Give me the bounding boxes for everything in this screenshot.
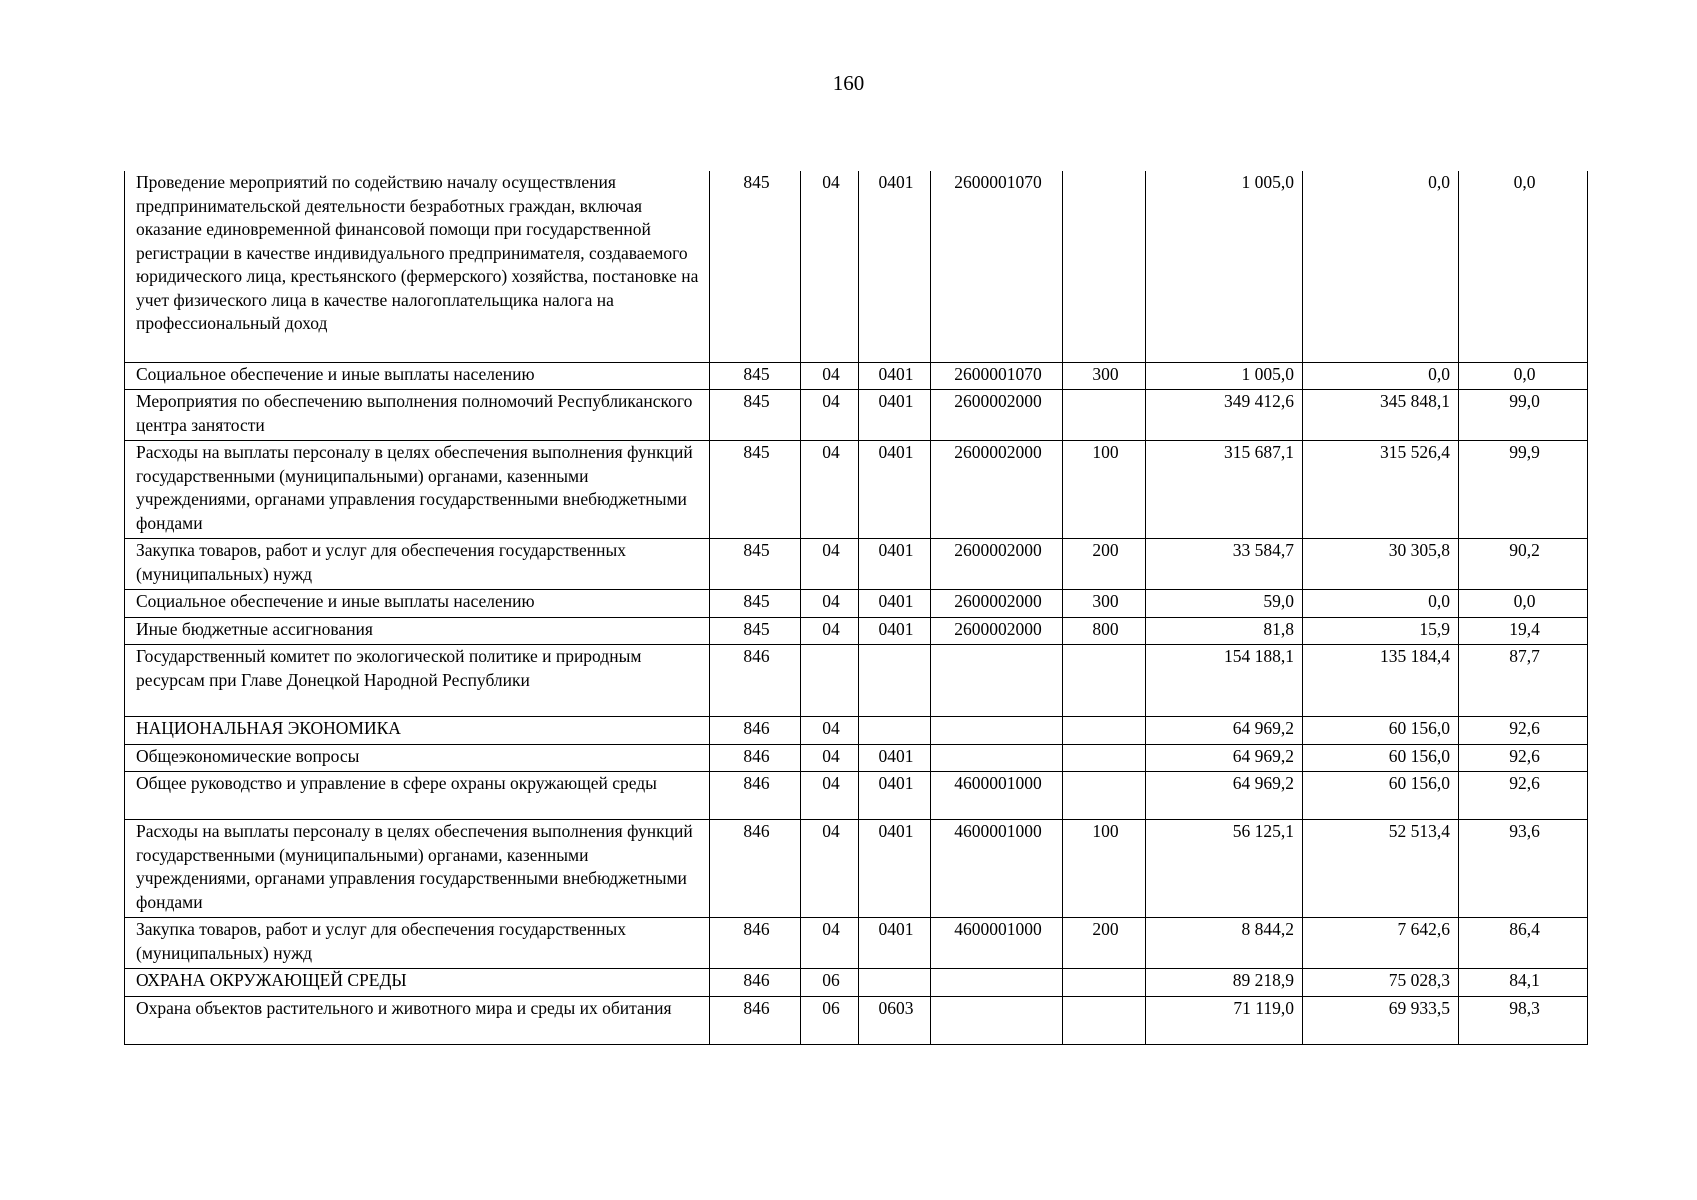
- plan-amount-cell: 349 412,6: [1146, 390, 1303, 441]
- actual-amount-cell: 345 848,1: [1303, 390, 1459, 441]
- row-name-cell: Социальное обеспечение и иные выплаты населению: [125, 362, 710, 390]
- row-name-cell: Закупка товаров, работ и услуг для обеспечения государственных (муниципальных) нужд: [125, 918, 710, 969]
- target-article-cell: 2600001070: [931, 171, 1063, 362]
- percent-cell: 0,0: [1459, 590, 1588, 618]
- org-code-cell: 845: [710, 390, 801, 441]
- row-name-cell: ОХРАНА ОКРУЖАЮЩЕЙ СРЕДЫ: [125, 969, 710, 997]
- expense-type-cell: 800: [1063, 617, 1146, 645]
- row-name-cell: Проведение мероприятий по содействию началу осуществления предпринимательской деятельности безработных граждан, включая оказание единовременной финансовой помощи при государственной регистрации в качестве индивидуального предпринимателя, создаваемого юридического лица, крестьянского (фермерского) хозяйства, постановке на учет физического лица в качестве налогоплательщика налога на профессиональный доход: [125, 171, 710, 362]
- org-code-cell: 845: [710, 590, 801, 618]
- section-code-cell: 04: [801, 820, 859, 918]
- target-article-cell: 2600002000: [931, 390, 1063, 441]
- row-name-cell: Иные бюджетные ассигнования: [125, 617, 710, 645]
- actual-amount-cell: 30 305,8: [1303, 539, 1459, 590]
- org-code-cell: 846: [710, 918, 801, 969]
- actual-amount-cell: 60 156,0: [1303, 744, 1459, 772]
- section-code-cell: 04: [801, 772, 859, 820]
- table-row: [125, 171, 1588, 362]
- plan-amount-cell: 71 119,0: [1146, 996, 1303, 1044]
- org-code-cell: 846: [710, 717, 801, 745]
- subsection-code-cell: [859, 717, 931, 745]
- row-name-cell: Мероприятия по обеспечению выполнения полномочий Республиканского центра занятости: [125, 390, 710, 441]
- subsection-code-cell: 0401: [859, 820, 931, 918]
- table-row: [125, 617, 1588, 645]
- section-code-cell: 04: [801, 590, 859, 618]
- section-code-cell: 04: [801, 918, 859, 969]
- expense-type-cell: 100: [1063, 820, 1146, 918]
- org-code-cell: 846: [710, 996, 801, 1044]
- expense-type-cell: 200: [1063, 539, 1146, 590]
- expense-type-cell: [1063, 390, 1146, 441]
- org-code-cell: 845: [710, 171, 801, 362]
- section-code-cell: [801, 645, 859, 717]
- org-code-cell: 845: [710, 617, 801, 645]
- expense-type-cell: [1063, 171, 1146, 362]
- target-article-cell: [931, 645, 1063, 717]
- table-row: [125, 744, 1588, 772]
- subsection-code-cell: 0401: [859, 362, 931, 390]
- subsection-code-cell: [859, 645, 931, 717]
- subsection-code-cell: 0401: [859, 918, 931, 969]
- expense-type-cell: 300: [1063, 590, 1146, 618]
- actual-amount-cell: 0,0: [1303, 171, 1459, 362]
- row-name-cell: Государственный комитет по экологической политике и природным ресурсам при Главе Донецкой Народной Республики: [125, 645, 710, 717]
- subsection-code-cell: 0401: [859, 539, 931, 590]
- subsection-code-cell: 0401: [859, 390, 931, 441]
- subsection-code-cell: 0401: [859, 772, 931, 820]
- section-code-cell: 04: [801, 441, 859, 539]
- table-row: [125, 772, 1588, 820]
- percent-cell: 90,2: [1459, 539, 1588, 590]
- actual-amount-cell: 60 156,0: [1303, 717, 1459, 745]
- actual-amount-cell: 315 526,4: [1303, 441, 1459, 539]
- budget-table: [124, 171, 1588, 1045]
- table-row: [125, 969, 1588, 997]
- expense-type-cell: [1063, 772, 1146, 820]
- org-code-cell: 846: [710, 969, 801, 997]
- section-code-cell: 06: [801, 996, 859, 1044]
- plan-amount-cell: 64 969,2: [1146, 744, 1303, 772]
- actual-amount-cell: 52 513,4: [1303, 820, 1459, 918]
- expense-type-cell: 300: [1063, 362, 1146, 390]
- target-article-cell: 4600001000: [931, 820, 1063, 918]
- subsection-code-cell: 0401: [859, 744, 931, 772]
- plan-amount-cell: 56 125,1: [1146, 820, 1303, 918]
- target-article-cell: [931, 717, 1063, 745]
- actual-amount-cell: 135 184,4: [1303, 645, 1459, 717]
- org-code-cell: 845: [710, 539, 801, 590]
- expense-type-cell: 200: [1063, 918, 1146, 969]
- org-code-cell: 846: [710, 772, 801, 820]
- table-row: [125, 390, 1588, 441]
- section-code-cell: 04: [801, 539, 859, 590]
- actual-amount-cell: 7 642,6: [1303, 918, 1459, 969]
- percent-cell: 99,0: [1459, 390, 1588, 441]
- target-article-cell: 2600002000: [931, 441, 1063, 539]
- table-row: [125, 645, 1588, 717]
- actual-amount-cell: 0,0: [1303, 590, 1459, 618]
- target-article-cell: [931, 969, 1063, 997]
- percent-cell: 87,7: [1459, 645, 1588, 717]
- expense-type-cell: [1063, 996, 1146, 1044]
- actual-amount-cell: 15,9: [1303, 617, 1459, 645]
- expense-type-cell: 100: [1063, 441, 1146, 539]
- subsection-code-cell: 0401: [859, 171, 931, 362]
- row-name-cell: Общее руководство и управление в сфере охраны окружающей среды: [125, 772, 710, 820]
- percent-cell: 84,1: [1459, 969, 1588, 997]
- percent-cell: 93,6: [1459, 820, 1588, 918]
- subsection-code-cell: 0401: [859, 441, 931, 539]
- target-article-cell: 4600001000: [931, 918, 1063, 969]
- row-name-cell: Охрана объектов растительного и животного мира и среды их обитания: [125, 996, 710, 1044]
- actual-amount-cell: 69 933,5: [1303, 996, 1459, 1044]
- org-code-cell: 845: [710, 441, 801, 539]
- target-article-cell: 2600002000: [931, 539, 1063, 590]
- table-row: [125, 362, 1588, 390]
- section-code-cell: 04: [801, 171, 859, 362]
- org-code-cell: 846: [710, 744, 801, 772]
- row-name-cell: Закупка товаров, работ и услуг для обеспечения государственных (муниципальных) нужд: [125, 539, 710, 590]
- plan-amount-cell: 315 687,1: [1146, 441, 1303, 539]
- org-code-cell: 846: [710, 820, 801, 918]
- row-name-cell: Расходы на выплаты персоналу в целях обеспечения выполнения функций государственными (муниципальными) органами, казенными учреждениями, органами управления государственными внебюджетными фондами: [125, 441, 710, 539]
- actual-amount-cell: 0,0: [1303, 362, 1459, 390]
- table-body: [125, 171, 1588, 1044]
- plan-amount-cell: 1 005,0: [1146, 171, 1303, 362]
- subsection-code-cell: 0401: [859, 590, 931, 618]
- expense-type-cell: [1063, 744, 1146, 772]
- table-row: [125, 820, 1588, 918]
- table-row: [125, 590, 1588, 618]
- plan-amount-cell: 64 969,2: [1146, 772, 1303, 820]
- percent-cell: 98,3: [1459, 996, 1588, 1044]
- table-row: [125, 918, 1588, 969]
- plan-amount-cell: 8 844,2: [1146, 918, 1303, 969]
- table-row: [125, 717, 1588, 745]
- section-code-cell: 04: [801, 717, 859, 745]
- subsection-code-cell: [859, 969, 931, 997]
- subsection-code-cell: 0401: [859, 617, 931, 645]
- row-name-cell: Общеэкономические вопросы: [125, 744, 710, 772]
- percent-cell: 92,6: [1459, 744, 1588, 772]
- target-article-cell: 2600002000: [931, 590, 1063, 618]
- plan-amount-cell: 59,0: [1146, 590, 1303, 618]
- org-code-cell: 845: [710, 362, 801, 390]
- section-code-cell: 04: [801, 362, 859, 390]
- percent-cell: 99,9: [1459, 441, 1588, 539]
- page-number: 160: [832, 71, 865, 95]
- percent-cell: 86,4: [1459, 918, 1588, 969]
- percent-cell: 92,6: [1459, 717, 1588, 745]
- percent-cell: 19,4: [1459, 617, 1588, 645]
- actual-amount-cell: 60 156,0: [1303, 772, 1459, 820]
- plan-amount-cell: 154 188,1: [1146, 645, 1303, 717]
- expense-type-cell: [1063, 717, 1146, 745]
- target-article-cell: [931, 744, 1063, 772]
- row-name-cell: Расходы на выплаты персоналу в целях обеспечения выполнения функций государственными (муниципальными) органами, казенными учреждениями, органами управления государственными внебюджетными фондами: [125, 820, 710, 918]
- section-code-cell: 04: [801, 617, 859, 645]
- table-row: [125, 996, 1588, 1044]
- target-article-cell: 4600001000: [931, 772, 1063, 820]
- plan-amount-cell: 89 218,9: [1146, 969, 1303, 997]
- percent-cell: 0,0: [1459, 362, 1588, 390]
- percent-cell: 92,6: [1459, 772, 1588, 820]
- target-article-cell: [931, 996, 1063, 1044]
- target-article-cell: 2600001070: [931, 362, 1063, 390]
- target-article-cell: 2600002000: [931, 617, 1063, 645]
- percent-cell: 0,0: [1459, 171, 1588, 362]
- actual-amount-cell: 75 028,3: [1303, 969, 1459, 997]
- plan-amount-cell: 81,8: [1146, 617, 1303, 645]
- plan-amount-cell: 64 969,2: [1146, 717, 1303, 745]
- subsection-code-cell: 0603: [859, 996, 931, 1044]
- expense-type-cell: [1063, 645, 1146, 717]
- table-row: [125, 441, 1588, 539]
- table-row: [125, 539, 1588, 590]
- plan-amount-cell: 33 584,7: [1146, 539, 1303, 590]
- row-name-cell: Социальное обеспечение и иные выплаты населению: [125, 590, 710, 618]
- section-code-cell: 04: [801, 744, 859, 772]
- section-code-cell: 04: [801, 390, 859, 441]
- row-name-cell: НАЦИОНАЛЬНАЯ ЭКОНОМИКА: [125, 717, 710, 745]
- section-code-cell: 06: [801, 969, 859, 997]
- org-code-cell: 846: [710, 645, 801, 717]
- expense-type-cell: [1063, 969, 1146, 997]
- plan-amount-cell: 1 005,0: [1146, 362, 1303, 390]
